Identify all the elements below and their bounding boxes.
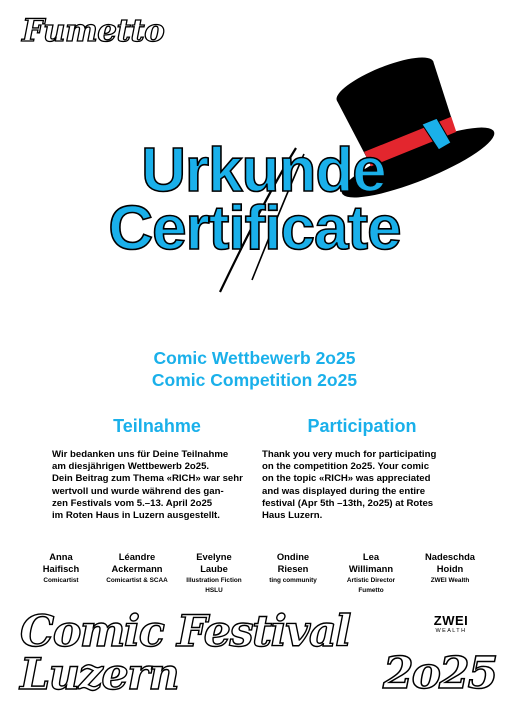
signatory-role: ZWEI Wealth [430,577,470,584]
signatory-first-name: Evelyne [196,551,232,562]
text-line: on the topic «RICH» was appreciated [262,473,431,485]
signatory-first-name: Anna [49,551,73,562]
signatory-last-name: Laube [200,563,228,574]
text-line: zen Festivals vom 5.–13. April 2o25 [52,497,213,509]
signatory-role: Comicartist [43,577,79,584]
signatory-first-name: Nadeschda [424,551,476,562]
text-german [52,449,257,522]
zwei-wealth-logo [419,614,483,635]
text-line: am diesjährigen Wettbewerb 2o25. [52,461,210,473]
signatory [98,551,176,587]
text-line: Haus Luzern. [262,510,323,522]
signatory-last-name: Willimann [348,563,394,574]
competition-title-en: Comic Competition 2o25 [151,370,358,390]
festival-city: Luzern [20,650,179,700]
title-certificate: Certificate [108,194,401,263]
text-line: and was displayed during the entire [262,485,426,497]
text-line: Wir bedanken uns für Deine Teilnahme [52,449,229,460]
text-line: im Roten Haus in Luzern ausgestellt. [52,510,220,522]
signatory-role: Illustration Fiction [186,577,242,584]
signatory-last-name: Haifisch [42,563,80,574]
heading-teilnahme: Teilnahme [113,416,201,436]
festival-title: Comic Festival [20,607,351,657]
signatory [332,551,410,595]
signatory [22,551,100,587]
text-line: on the competition 2o25. Your comic [262,461,430,473]
competition-title-de: Comic Wettbewerb 2o25 [153,348,356,368]
signatory [254,551,332,587]
signatory [175,551,253,595]
signatory-last-name: Hoidn [436,563,464,574]
text-line: Thank you very much for participating [262,449,437,460]
signatory-last-name: Ackermann [111,563,163,574]
heading-participation: Participation [307,416,417,436]
signatory-last-name: Riesen [277,563,309,574]
signatory-role-2: HSLU [205,587,223,594]
signatory-role-2: Fumetto [358,587,384,594]
signatory-first-name: Lea [362,551,380,562]
fumetto-logo: Fumetto [22,13,165,49]
text-line: Dein Beitrag zum Thema «RICH» war sehr [52,473,243,485]
signatory-role: Artistic Director [346,577,396,584]
sponsor-sub: WEALTH [435,628,467,634]
festival-year: 2o25 [383,648,497,699]
text-line: festival (Apr 5th –13th, 2o25) at Rotes [262,497,434,509]
text-english [262,449,462,522]
signatory-first-name: Léandre [118,551,156,562]
signatory-first-name: Ondine [276,551,310,562]
title-urkunde: Urkunde [141,136,386,205]
sponsor-name: ZWEI [433,613,469,628]
signatory-role: Comicartist & SCAA [106,577,168,584]
signatory [411,551,489,587]
signatory-role: ting community [269,577,317,584]
text-line: wertvoll und wurde während des gan- [52,485,224,497]
